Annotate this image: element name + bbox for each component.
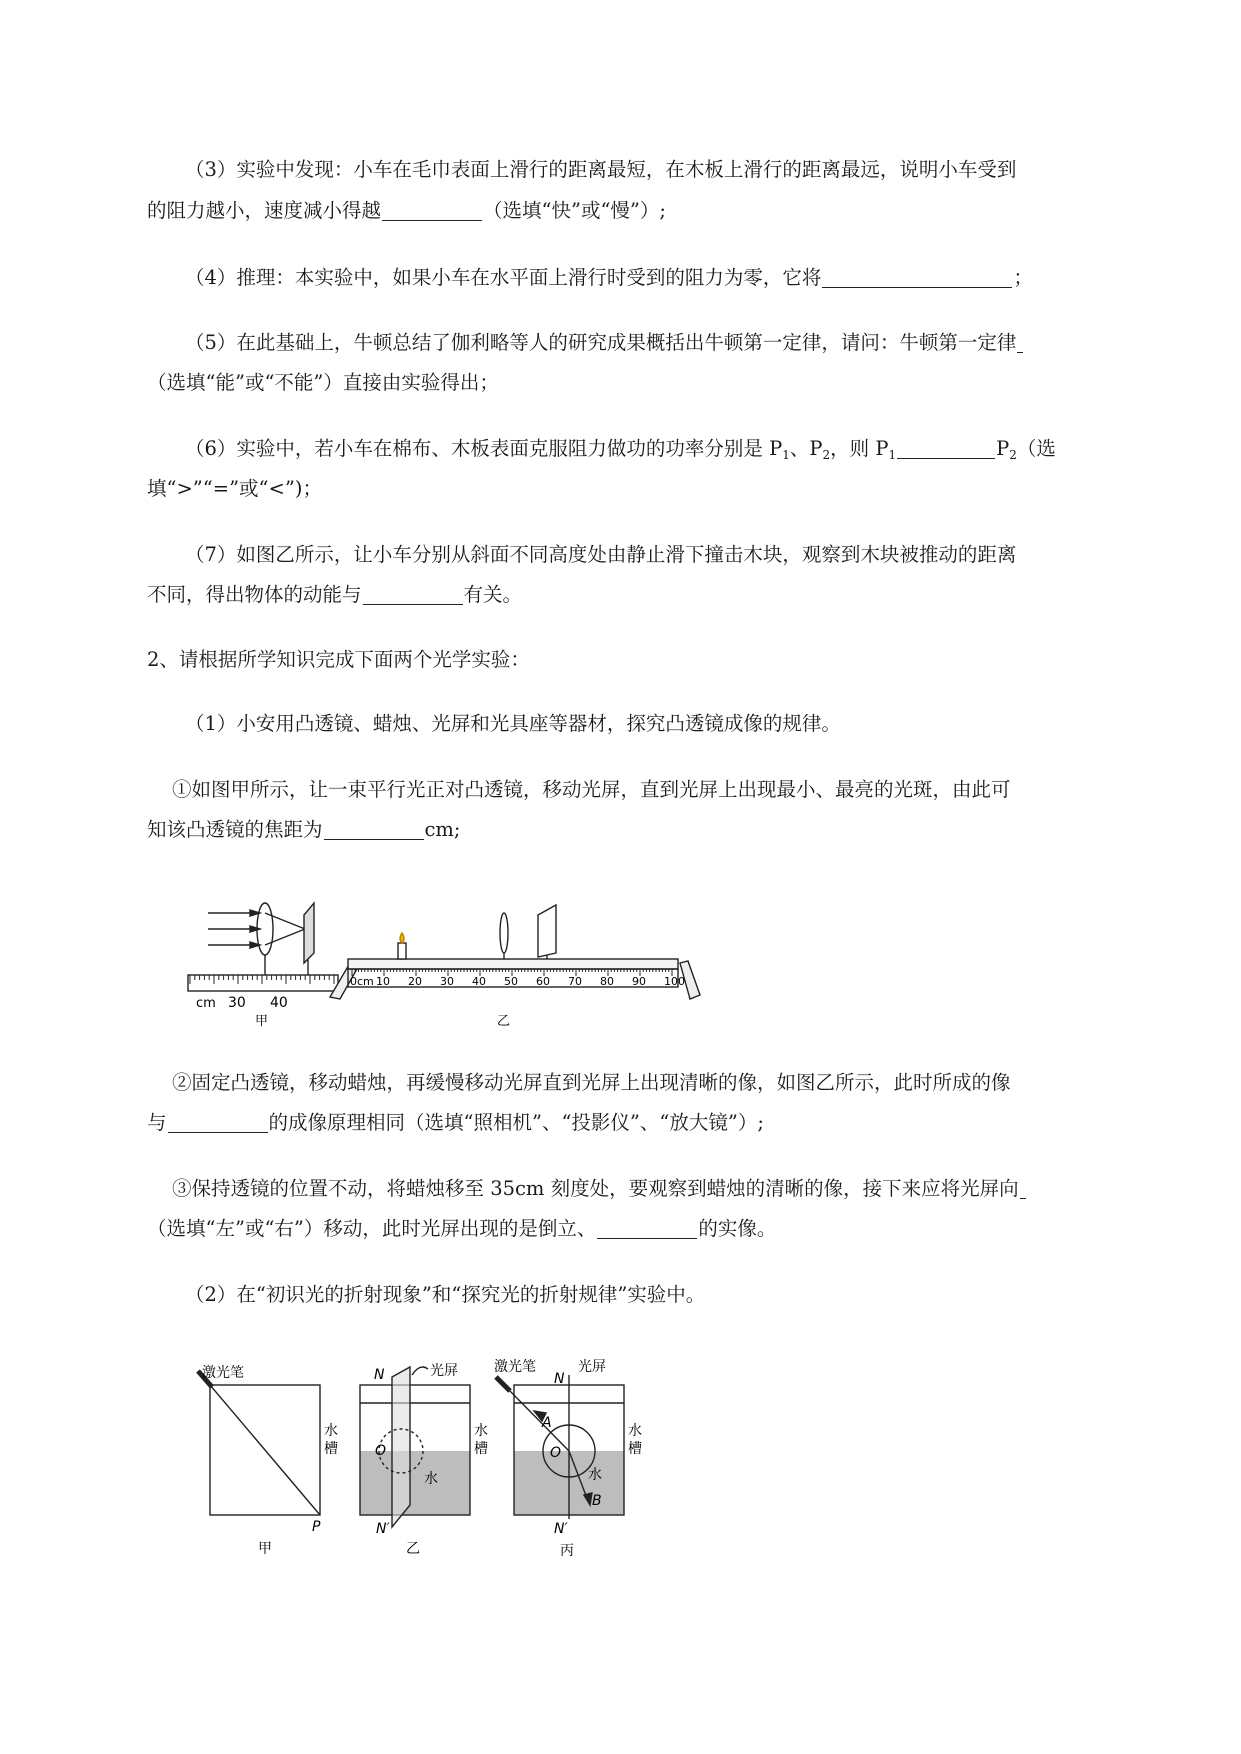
normal-N-prime: N′ (554, 1521, 568, 1537)
tank-label: 槽 (474, 1441, 488, 1457)
q3-text-a: 的阻力越小，速度减小得越 (147, 199, 382, 222)
laser-pen (496, 1377, 510, 1391)
q4-answer-blank[interactable] (822, 267, 1012, 288)
q5-line1 (185, 330, 1024, 356)
p2-item2-text-b: 的成像原理相同（选填“照相机”、“投影仪”、“放大镜”）; (268, 1111, 764, 1134)
q3-line2 (147, 198, 666, 224)
bench-tick-label: 50 (504, 975, 518, 988)
bench-tick-label: 10 (376, 975, 390, 988)
normal-N-prime: N′ (376, 1521, 390, 1537)
candle (398, 943, 406, 959)
p2-item1-text-a: 知该凸透镜的焦距为 (147, 818, 323, 841)
screen-label: 光屏 (430, 1363, 458, 1379)
figure-label-yi: 乙 (406, 1541, 420, 1557)
p2-item2-line1: ②固定凸透镜，移动蜡烛，再缓慢移动光屏直到光屏上出现清晰的像，如图乙所示，此时所成的像 (172, 1071, 1011, 1094)
q7-line1: （7）如图乙所示，让小车分别从斜面不同高度处由静止滑下撞击木块，观察到木块被推动的距离 (185, 543, 1017, 566)
q6-line1 (185, 436, 1056, 468)
convex-lens (500, 913, 508, 953)
p2-item1-line2 (147, 817, 461, 843)
p2-item3-line1 (172, 1176, 1027, 1202)
q7-text-b: 有关。 (463, 583, 523, 606)
bench-tick-label: 70 (568, 975, 582, 988)
ruler (188, 975, 338, 991)
p2-title: 2、请根据所学知识完成下面两个光学实验： (147, 648, 530, 671)
p2-sub1: （1）小安用凸透镜、蜡烛、光屏和光具座等器材，探究凸透镜成像的规律。 (185, 712, 841, 735)
p2-item3-line2 (147, 1216, 776, 1242)
water-label: 水 (424, 1471, 438, 1487)
imaging-principle-blank[interactable] (168, 1112, 268, 1133)
figure-label-jia: 甲 (255, 1014, 269, 1029)
refraction-figure (180, 1355, 670, 1565)
normal-N: N (554, 1371, 565, 1387)
q7-line2 (147, 582, 522, 608)
screen-direction-blank[interactable] (1020, 1178, 1026, 1199)
light-screen (538, 905, 556, 957)
point-P: P (312, 1519, 321, 1535)
arrow-icon (250, 926, 260, 932)
ruler-tick-label: 30 (228, 995, 246, 1011)
p2-sub2: （2）在“初识光的折射现象”和“探究光的折射规律”实验中。 (185, 1283, 706, 1306)
bench-tick-label: 80 (600, 975, 614, 988)
image-size-blank[interactable] (597, 1218, 697, 1239)
p2-item2-text-a: 与 (147, 1111, 167, 1134)
q6-sub4: 2 (1009, 448, 1017, 462)
bench-tick-label: 60 (536, 975, 550, 988)
q3-text-b: （选填“快”或“慢”）; (483, 199, 666, 222)
q6-sub1: 1 (782, 448, 790, 462)
refracted-ray (265, 929, 305, 945)
q3-line1: （3）实验中发现：小车在毛巾表面上滑行的距离最短，在木板上滑行的距离最远，说明小车受到 (185, 158, 1017, 181)
water-label: 水 (588, 1467, 602, 1483)
bench-tick-label: 100 (664, 975, 685, 988)
water (360, 1451, 470, 1515)
q6-text-a: （6）实验中，若小车在棉布、木板表面克服阻力做功的功率分别是 P (185, 437, 783, 460)
tank-label: 水 (474, 1423, 488, 1439)
normal-N: N (374, 1367, 385, 1383)
p2-item2-line2 (147, 1110, 764, 1136)
laser-label: 激光笔 (202, 1365, 244, 1381)
figure-label-bing: 丙 (560, 1543, 574, 1559)
bench-tick-label: 40 (472, 975, 486, 988)
q6-sub3: 1 (888, 448, 897, 462)
figure-jia (198, 1371, 320, 1515)
tank-label: 槽 (628, 1441, 642, 1457)
tank-label: 水 (324, 1423, 338, 1439)
q6-text-c: ，则 P (830, 437, 889, 460)
q7-text-a: 不同，得出物体的动能与 (147, 583, 362, 606)
q6-text-e: （选 (1016, 437, 1056, 460)
ruler-ticks (190, 975, 334, 984)
point-B: B (592, 1493, 602, 1509)
q6-text-d: P (996, 437, 1010, 460)
q5-line2: （选填“能”或“不能”）直接由实验得出； (147, 371, 499, 394)
point-A: A (542, 1415, 552, 1431)
point-O: O (550, 1445, 562, 1461)
q3-answer-blank[interactable] (382, 200, 482, 221)
bench-tick-labels (350, 975, 685, 988)
q4-text-a: （4）推理：本实验中，如果小车在水平面上滑行时受到的阻力为零，它将 (185, 266, 822, 289)
p2-item1-text-b: cm; (424, 818, 461, 841)
p2-item3-text-a2: （选填“左”或“右”）移动，此时光屏出现的是倒立、 (147, 1217, 597, 1240)
q4-text-b: ； (1013, 266, 1033, 289)
q6-sub2: 2 (822, 448, 831, 462)
bench-tick-label: 90 (632, 975, 646, 988)
p2-item1-line1: ①如图甲所示，让一束平行光正对凸透镜，移动光屏，直到光屏上出现最小、最亮的光斑，由此可 (172, 778, 1011, 801)
q5-answer-blank[interactable] (1017, 332, 1023, 353)
bench-tick-label: 20 (408, 975, 422, 988)
rotate-arrow (412, 1367, 428, 1375)
laser-beam (210, 1385, 320, 1515)
figure-label-jia: 甲 (258, 1541, 272, 1557)
ruler-tick-label: 40 (270, 995, 288, 1011)
q4-line (185, 265, 1033, 291)
light-screen (392, 1367, 410, 1527)
q6-line2: 填“>”“=”或“<”)； (147, 477, 322, 500)
q7-answer-blank[interactable] (363, 584, 463, 605)
q5-text-a: （5）在此基础上，牛顿总结了伽利略等人的研究成果概括出牛顿第一定律，请问：牛顿第一定律 (185, 331, 1017, 354)
laser-label: 激光笔 (494, 1359, 536, 1375)
p2-item3-text-b: 的实像。 (698, 1217, 777, 1240)
q6-text-b: 、P (789, 437, 823, 460)
tank-label: 槽 (324, 1441, 338, 1457)
figure-label-yi: 乙 (497, 1014, 511, 1029)
q6-answer-blank[interactable] (897, 438, 995, 459)
p2-item3-text-a: ③保持透镜的位置不动，将蜡烛移至 35cm 刻度处，要观察到蜡烛的清晰的像，接下来应将光屏向 (172, 1177, 1019, 1200)
lens-figure (180, 875, 770, 1030)
tank-label: 水 (628, 1423, 642, 1439)
refracted-ray (265, 913, 305, 929)
optical-bench (348, 959, 678, 969)
ruler-unit: cm (196, 996, 216, 1011)
bench-tick-label: 30 (440, 975, 454, 988)
candle-flame (400, 933, 404, 943)
focal-length-blank[interactable] (324, 819, 424, 840)
figure-jia (188, 903, 338, 991)
light-screen (304, 903, 314, 963)
point-O: O (375, 1443, 387, 1459)
screen-label: 光屏 (578, 1359, 606, 1375)
incident-ray (510, 1391, 569, 1451)
bench-tick-label: 0cm (350, 975, 374, 988)
